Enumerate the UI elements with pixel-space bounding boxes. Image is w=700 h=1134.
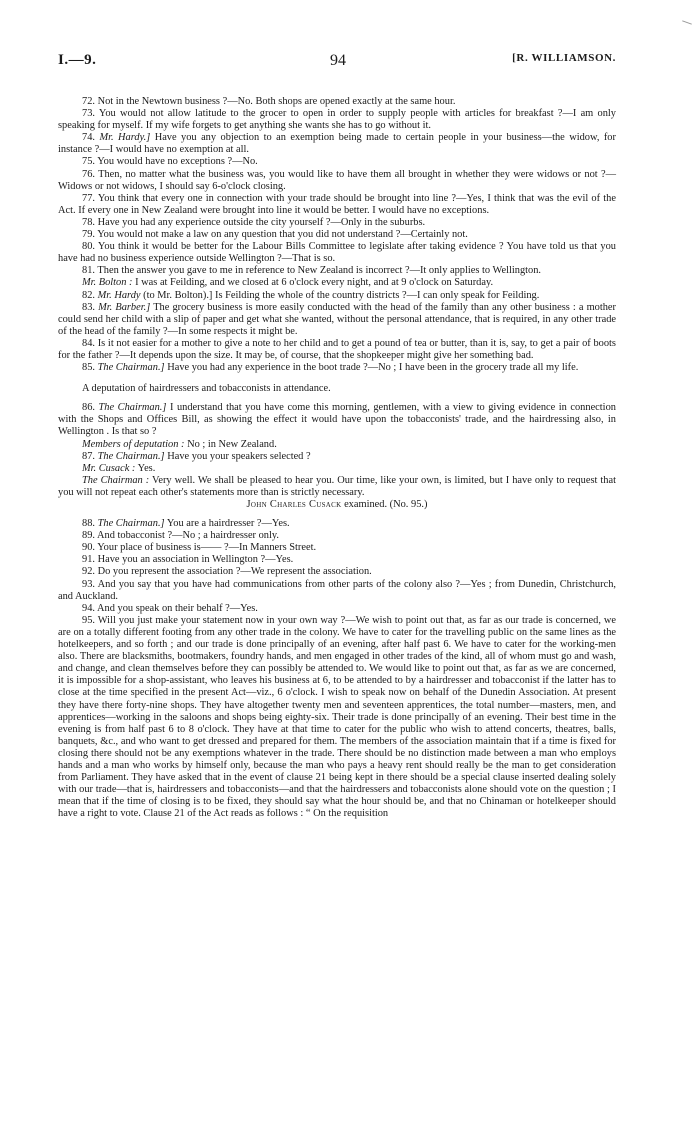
paragraph-text: Very well. We shall be pleased to hear you. Our time, like your own, is limited, but I have only to request that you will not repeat each other's statements more than is strictly necessary. [58, 474, 616, 498]
paragraph [58, 169, 616, 193]
question-number: 86. [82, 402, 95, 414]
paragraph [58, 265, 616, 277]
speaker: The Chairman : [82, 474, 150, 486]
paragraph [58, 463, 616, 475]
question-number: 88. [82, 518, 95, 530]
question-number: 79. [82, 229, 95, 241]
paragraph [58, 132, 616, 156]
paragraph [58, 566, 616, 578]
question-number: 74. [82, 132, 95, 144]
question-number: 83. [82, 301, 95, 313]
paragraph [58, 542, 616, 554]
paragraph [58, 241, 616, 265]
question-number: 89. [82, 530, 95, 542]
paragraph [58, 193, 616, 217]
paragraph-text: You are a hairdresser ?—Yes. [166, 518, 290, 530]
paragraph-text: Have you had any experience in the boot trade ?—No ; I have been in the grocery trade all my life. [167, 362, 579, 374]
speaker: The Chairman.] [98, 402, 167, 414]
paper-reference: I.—9. [58, 52, 97, 68]
question-number: 73. [82, 108, 95, 120]
paragraph [58, 615, 616, 821]
paragraph-text: Then, no matter what the business was, you would like to have them all brought in whether they were widows or not ?—Widows or not widows, I should say 6-o'clock closing. [58, 168, 616, 192]
paragraph-text: You would not allow latitude to the grocer to open in order to supply people with articles for breakfast ?—I am only speaking for myself. If my wife forgets to get anything she wants she has to go without it. [58, 108, 616, 132]
paragraph [58, 338, 616, 362]
paragraph-text: Your place of business is—— ?—In Manners Street. [97, 542, 317, 554]
speaker: Mr. Cusack : [82, 462, 136, 474]
paragraph [58, 229, 616, 241]
question-number: 76. [82, 168, 95, 180]
speaker: Members of deputation : [82, 438, 185, 450]
question-number: 93. [82, 578, 95, 590]
paragraph [58, 439, 616, 451]
question-number: 94. [82, 602, 95, 614]
question-number: 85. [82, 362, 95, 374]
paragraph-text: You would not make a law on any question that you did not understand ?—Certainly not. [97, 229, 468, 241]
paragraph-text: Do you represent the association ?—We represent the association. [97, 566, 372, 578]
paragraph-text: (to Mr. Bolton).] Is Feilding the whole of the country districts ?—I can only speak for Feilding. [143, 289, 540, 301]
paragraph [58, 290, 616, 302]
speaker: The Chairman.] [97, 450, 165, 462]
paragraph [58, 383, 616, 395]
speaker: The Chairman.] [97, 362, 165, 374]
paragraph [58, 518, 616, 530]
witness-name-header: [R. WILLIAMSON. [512, 52, 616, 64]
paragraph-text: Is it not easier for a mother to give a note to her child and to get a pound of tea or butter, than it is, say, to get a pair of boots for the father ?—It depends upon the size. It may be, of course, that the shopkeeper might give her something bad. [58, 337, 616, 361]
paragraph-text: Have you had any experience outside the city yourself ?—Only in the suburbs. [97, 216, 426, 228]
question-number: 92. [82, 566, 95, 578]
paragraph [58, 554, 616, 566]
paragraph [58, 603, 616, 615]
question-number: 80. [82, 241, 95, 253]
speaker: Mr. Hardy [97, 289, 141, 301]
paragraph [58, 451, 616, 463]
question-number: 72. [82, 96, 95, 107]
speaker: Mr. Hardy.] [99, 132, 151, 144]
question-number: 90. [82, 542, 95, 554]
paragraph [58, 402, 616, 438]
paragraph [58, 277, 616, 289]
paragraph [58, 302, 616, 338]
speaker: Mr. Barber.] [98, 301, 151, 313]
question-number: 87. [82, 450, 95, 462]
paragraph [58, 156, 616, 168]
paragraph-text: Have you an association in Wellington ?—Yes. [97, 554, 294, 566]
paragraph [58, 475, 616, 499]
paragraph [58, 96, 616, 108]
paragraph-text: I was at Feilding, and we closed at 6 o'clock every night, and at 9 o'clock on Saturday. [135, 277, 494, 289]
paragraph [58, 530, 616, 542]
paragraph-text: You would have no exceptions ?—No. [97, 156, 258, 168]
question-number: 78. [82, 216, 95, 228]
paragraph-text: Have you any objection to an exemption being made to certain people in your business—the widow, for instance ?—I would have no exemption at all. [58, 132, 616, 156]
paragraph-text: Not in the Newtown business ?—No. Both shops are opened exactly at the same hour. [97, 96, 456, 107]
question-number: 77. [82, 192, 95, 204]
paragraph [58, 217, 616, 229]
question-number: 95. [82, 614, 95, 626]
page-header [58, 52, 616, 72]
paragraph-text: A deputation of hairdressers and tobacconists in attendance. [82, 383, 331, 395]
speaker: Mr. Bolton : [82, 277, 133, 289]
scan-mark [682, 20, 692, 24]
page-number: 94 [330, 52, 346, 69]
paragraph-text: No ; in New Zealand. [187, 438, 277, 450]
paragraph-text: You think that every one in connection with your trade should be brought into line ?—Yes, I think that was the evil of the Act. If every one in New Zealand were brought into line it would be better. I would have no exceptions. [58, 192, 616, 216]
paragraph [58, 108, 616, 132]
question-number: 84. [82, 337, 95, 349]
paragraph [58, 579, 616, 603]
question-number: 75. [82, 156, 95, 168]
paragraph-text: And tobacconist ?—No ; a hairdresser only. [97, 530, 280, 542]
paragraph-text: I understand that you have come this morning, gentlemen, with a view to giving evidence in connection with the Shops and Offices Bill, as showing the effect it would have upon the tobacconists' trade, and the hairdressing also, in Wellington . Is that so ? [58, 402, 616, 438]
paragraph-text: And you speak on their behalf ?—Yes. [97, 602, 258, 614]
question-number: 91. [82, 554, 95, 566]
paragraph [58, 362, 616, 374]
paragraph-text: Yes. [137, 462, 156, 474]
paragraph-text: Have you your speakers selected ? [167, 450, 311, 462]
paragraph-text: Will you just make your statement now in your own way ?—We wish to point out that, as far as our trade is concerned, we are on a totally different footing from any other trade in the colony. We have to cater for the travelling public on the same lines as the hotelkeepers, and so forth ; and our trade is done principally of an evening, after half past 6. We have to cater for the working-men also. There are blacksmiths, bootmakers, foundry hands, and men engaged in other trades of the kind, all of whom must go and wash, and change, and clean themselves before they can possibly be attended to. We would like to point out that, as far as we are concerned, it is impossible for a shop-assistant, who leaves his business at 6, to be attended to by a hairdresser and tobacconist if the latter has to close at the time specified in the present Act—viz., 6 o'clock. I wish to speak now on behalf of the Dunedin Association. At present they have there forty-nine shops. They have altogether twenty men and seventeen apprentices, the total number—masters, men, and apprentices—working in the saloons and shops being eighty-six. Their trade is done principally of an evening. Their best time in the evening is from half past 6 to 8 o'clock. They have at that time to cater for the public who wish to attend concerts, theatres, balls, banquets, &c., and who want to get dressed and prepared for them. The members of the association maintain that if a time is fixed for closing there should not be any exemptions whatever in the trade. There should be no distinction made between a man who employs hands and a man who works by himself only, because the man who pays a heavy rent should really be the man to get consideration from Parliament. They have asked that in the event of clause 21 being kept in there should be a special clause inserted dealing solely with our trade—that is, hairdressers and tobacconists—and that the hairdressers and tobacconists alone should vote on the question ; I mean that if the time of closing is to be fixed, they should say what the hour should be, and that no Chinaman or hotelkeeper should have a right to vote. Clause 21 of the Act reads as follows : “ On the requisition [58, 614, 616, 820]
paragraph-text: The grocery business is more easily conducted with the head of the family than any other business : a mother could send her child with a slip of paper and get what she wanted, without the personal attendance, that is required, in any other trade of the head of the family ?—In some respects it might be. [58, 301, 617, 337]
witness-name: John Charles Cusack [246, 499, 342, 510]
question-number: 81. [82, 265, 95, 277]
speaker: The Chairman.] [97, 518, 165, 530]
document-body [58, 96, 616, 820]
paragraph-text: Then the answer you gave to me in reference to New Zealand is incorrect ?—It only applies to Wellington. [97, 265, 542, 277]
paragraph-text: You think it would be better for the Labour Bills Committee to legislate after taking evidence ? You have told us that you have had no business experience outside Wellington ?—That is so. [58, 241, 616, 265]
paragraph-text: And you say that you have had communications from other parts of the colony also ?—Yes ; from Dunedin, Christchurch, and Auckland. [58, 578, 616, 602]
paragraph [58, 499, 616, 511]
paragraph-text: examined. (No. 95.) [344, 499, 428, 510]
question-number: 82. [82, 289, 95, 301]
